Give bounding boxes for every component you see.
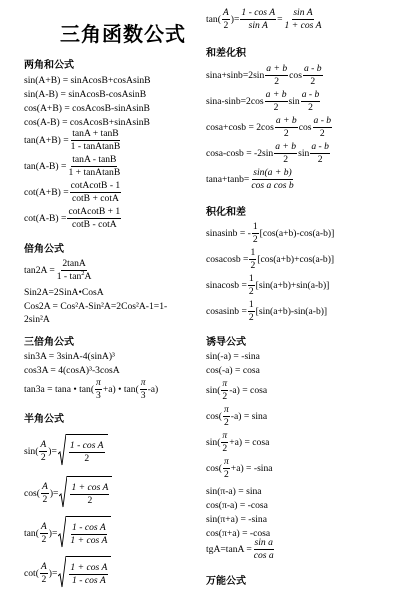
heading-universal: 万能公式	[206, 576, 246, 587]
formula-tan-diff: tan(A-B) = $\frac{\tan A - \tan B}{\text{1 + tanAtanB}}$	[24, 154, 121, 178]
formula-cot-sum: cot(A+B) = $\frac{\text{cotAcotB - 1}}{\cot B + \cot A}$	[24, 180, 121, 204]
formula-sinacosb: sinacosb = $\frac{1}{2}$ [sin(a+b)+sin(a-b)]	[206, 273, 330, 297]
formula-cos-diff: cos(A-B) = cosAcosB+sinAsinB	[24, 117, 150, 128]
formula-sin-half-pi-plus-a: sin( $\frac{\pi}{2}$ +a) = cosa	[206, 430, 270, 454]
formula-cosa-minus-cosb: cosa-cosb = -2sin $\frac{a + b}{2}$ sin $\frac{a - b}{2}$	[206, 141, 329, 165]
fraction: $\frac{\pi}{3}$	[140, 377, 146, 401]
formula-sin-neg-a: sin(-a) = -sina	[206, 351, 260, 362]
formula-cos-neg-a: cos(-a) = cosa	[206, 365, 260, 376]
fraction: $\frac{\tan A + \tan B}{\text{1 - tanAtanB}}$	[70, 128, 121, 152]
fraction: $\frac{\text{cotAcotB + 1}}{\cot B - \cot A}$	[68, 206, 121, 230]
formula-cos-half-pi-minus-a: cos( $\frac{\pi}{2}$ -a) = sina	[206, 404, 268, 428]
formula-cos-2a-line2: 2sin²A	[24, 314, 50, 325]
page-title: 三角函数公式	[60, 22, 186, 46]
radical-sign-icon	[58, 434, 66, 468]
formula-cos-half-pi-plus-a: cos( $\frac{\pi}{2}$ +a) = -sina	[206, 456, 273, 480]
sqrt-radical: $\frac{\text{1 - cos A}}{2}$	[58, 434, 108, 468]
radical-sign-icon	[59, 476, 67, 510]
formula-tan-2a: tan2A = $\frac{2\tan A}{1 - \tan^2A}$	[24, 258, 92, 282]
formula-cot-diff: cot(A-B) = $\frac{\text{cotAcotB + 1}}{\cot B - \cot A}$	[24, 206, 121, 230]
formula-sin-pi-minus-a: sin(π-a) = sina	[206, 486, 262, 497]
formula-half-cos: cos( $\frac{A}{2}$ )= $\frac{\text{1 + cos A}}{2}$	[24, 476, 112, 510]
heading-product-to-sum: 积化和差	[206, 207, 246, 218]
fraction: $\frac{\pi}{3}$	[96, 377, 101, 401]
formula-sin-pi-plus-a: sin(π+a) = -sina	[206, 514, 267, 525]
radical-sign-icon	[58, 556, 66, 590]
formula-half-tan: tan( $\frac{A}{2}$ )= $\frac{\text{1 - cos A}}{\text{1 + cos A}}$	[24, 516, 111, 550]
sqrt-radical: $\frac{\text{1 + cos A}}{\text{1 - cos A}}$	[58, 556, 111, 590]
formula-sin-sum: sin(A+B) = sinAcosB+cosAsinB	[24, 75, 151, 86]
formula-half-sin: sin( $\frac{A}{2}$ )= $\frac{\text{1 - cos A}}{2}$	[24, 434, 108, 468]
formula-half-tan-alt: tan( $\frac{A}{2}$ )= $\frac{\text{1 - cos A}}{\text{sin A}}$ = $\frac{\text{sin A}}{\text{1 + cos A}}$	[206, 7, 322, 31]
formula-tana-plus-tanb: tana+tanb= $\frac{\sin(a + b)}{\text{cos a cos b}}$	[206, 167, 294, 191]
heading-sum-to-product: 和差化积	[206, 48, 246, 59]
formula-sina-plus-sinb: sina+sinb=2sin $\frac{a + b}{2}$ cos $\frac{a - b}{2}$	[206, 63, 322, 87]
formula-tga: tgA=tanA = $\frac{\text{sin a}}{\text{cos a}}$	[206, 537, 274, 561]
formula-cosasinb: cosasinb = $\frac{1}{2}$ [sin(a+b)-sin(a-b)]	[206, 299, 328, 323]
fraction: $\frac{2\tan A}{1 - \tan^2A}$	[56, 258, 92, 282]
heading-half-angle: 半角公式	[24, 414, 64, 425]
formula-half-cot: cot( $\frac{A}{2}$ )= $\frac{\text{1 + cos A}}{\text{1 - cos A}}$	[24, 556, 111, 590]
formula-cos-sum: cos(A+B) = cosAcosB-sinAsinB	[24, 103, 150, 114]
formula-cosa-plus-cosb: cosa+cosb = 2cos $\frac{a + b}{2}$ cos $\frac{a - b}{2}$	[206, 115, 332, 139]
formula-tan-3a: tan3a = tana • tan( $\frac{\pi}{3}$ +a) • tan( $\frac{\pi}{3}$ -a)	[24, 377, 159, 401]
formula-cos-pi-minus-a: cos(π-a) = -cosa	[206, 500, 268, 511]
formula-sin-half-pi-minus-a: sin( $\frac{\pi}{2}$ -a) = cosa	[206, 378, 268, 402]
formula-sin-3a: sin3A = 3sinA-4(sinA)³	[24, 351, 115, 362]
heading-double-angle: 倍角公式	[24, 244, 64, 255]
heading-sum-diff: 两角和公式	[24, 60, 74, 71]
formula-tan-sum: tan(A+B) = $\frac{\tan A + \tan B}{\text{1 - tanAtanB}}$	[24, 128, 121, 152]
formula-sina-minus-sinb: sina-sinb=2cos $\frac{a + b}{2}$ sin $\frac{a - b}{2}$	[206, 89, 320, 113]
heading-triple-angle: 三倍角公式	[24, 337, 74, 348]
formula-cos-3a: cos3A = 4(cosA)³-3cosA	[24, 365, 120, 376]
formula-sin-2a: Sin2A=2SinA•CosA	[24, 287, 104, 298]
fraction: $\frac{\text{cotAcotB - 1}}{\cot B + \cot A}$	[70, 180, 121, 204]
sqrt-radical: $\frac{\text{1 + cos A}}{2}$	[59, 476, 112, 510]
sqrt-radical: $\frac{\text{1 - cos A}}{\text{1 + cos A}}$	[58, 516, 111, 550]
formula-sin-diff: sin(A-B) = sinAcosB-cosAsinB	[24, 89, 147, 100]
formula-cos-2a-line1: Cos2A = Cos²A-Sin²A=2Cos²A-1=1-	[24, 301, 168, 312]
heading-induction: 诱导公式	[206, 337, 246, 348]
formula-cos-pi-plus-a: cos(π+a) = -cosa	[206, 528, 271, 539]
formula-cosacosb: cosacosb = $\frac{1}{2}$ [cos(a+b)+cos(a-b)]	[206, 247, 335, 271]
fraction: $\frac{\tan A - \tan B}{\text{1 + tanAtanB}}$	[68, 154, 121, 178]
radical-sign-icon	[58, 516, 66, 550]
formula-sinasinb: sinasinb = - $\frac{1}{2}$ [cos(a+b)-cos(a-b)]	[206, 221, 335, 245]
